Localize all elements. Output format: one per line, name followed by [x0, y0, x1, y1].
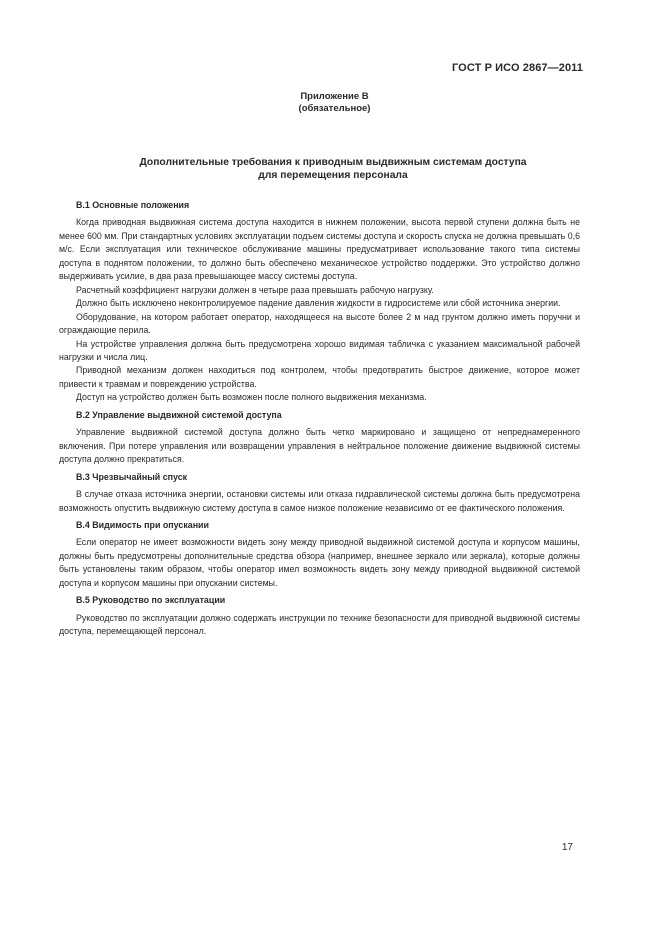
appendix-status: (обязательное)	[298, 103, 371, 114]
main-title-line-2: для перемещения персонала	[258, 170, 408, 181]
paragraph: На устройстве управления должна быть предусмотрена хорошо видимая табличка с указанием максимальной рабочей нагрузки и числа лиц.	[59, 338, 580, 362]
section-title: В.2 Управление выдвижной системой доступа	[76, 409, 282, 420]
section-title: В.5 Руководство по эксплуатации	[76, 595, 226, 606]
section-title: В.4 Видимость при опускании	[76, 519, 209, 530]
page-number: 17	[561, 842, 573, 853]
paragraph: Доступ на устройство должен быть возможен после полного выдвижения механизма.	[76, 392, 427, 403]
paragraph: Оборудование, на котором работает оператор, находящееся на высоте более 2 м над грунтом должно иметь поручни и ограждающие перила.	[59, 311, 580, 336]
main-title-line-1: Дополнительные требования к приводным выдвижным системам доступа	[139, 157, 527, 168]
appendix-heading	[0, 91, 661, 115]
document-code: ГОСТ Р ИСО 2867—2011	[451, 62, 583, 74]
section-b5	[59, 594, 580, 638]
section-b2	[59, 409, 580, 467]
paragraph: Руководство по эксплуатации должно содержать инструкции по технике безопасности для приводной выдвижной системы доступа, перемещающей персонал.	[59, 612, 580, 637]
paragraph: Расчетный коэффициент нагрузки должен в четыре раза превышать рабочую нагрузку.	[76, 284, 434, 295]
paragraph: Когда приводная выдвижная система доступа находится в нижнем положении, высота первой ступени должна быть не менее 600 мм. При стандартных условиях эксплуатации подъем системы доступа и скорость спуска не должна превышать 0,6 м/с. Если эксплуатация или техническое обслуживание машины предусматривает использование такого типа системы доступа в поднятом положении, то должно быть обеспечено механическое устройство поддержки. Это устройство должно выдерживать усилие, в два раза превышающее массу системы доступа.	[59, 217, 580, 282]
section-b4	[59, 519, 580, 590]
paragraph: В случае отказа источника энергии, остановки системы или отказа гидравлической системы должна быть предусмотрена возможность опустить выдвижную систему доступа в самое низкое положение независимо от ее фактического положения.	[59, 489, 580, 513]
paragraph: Должно быть исключено неконтролируемое падение давления жидкости в гидросистеме или сбой источника энергии.	[76, 298, 561, 309]
paragraph: Приводной механизм должен находиться под контролем, чтобы предотвратить быстрое движение, которое может привести к травмам и повреждению устройства.	[59, 365, 580, 389]
appendix-title: Приложение В	[300, 91, 369, 102]
paragraph: Управление выдвижной системой доступа должно быть четко маркировано и защищено от непреднамеренного включения. При потере управления или возвращении управления в нейтральное положение движение выдвижной системы доступа должно прекратиться.	[59, 427, 580, 465]
section-b3	[59, 471, 580, 515]
section-b1	[59, 199, 580, 405]
document-body	[59, 199, 580, 643]
main-title	[0, 156, 661, 182]
section-title: В.3 Чрезвычайный спуск	[76, 471, 188, 482]
paragraph: Если оператор не имеет возможности видеть зону между приводной выдвижной системой доступа и корпусом машины, должны быть предусмотрены дополнительные средства обзора (например, внешнее зеркало или зеркала), которые должны быть установлены таким образом, чтобы оператор имел возможность видеть зону между приводной выдвижной системой доступа и корпусом машины при опускании системы.	[59, 537, 580, 588]
section-title: В.1 Основные положения	[76, 200, 190, 210]
